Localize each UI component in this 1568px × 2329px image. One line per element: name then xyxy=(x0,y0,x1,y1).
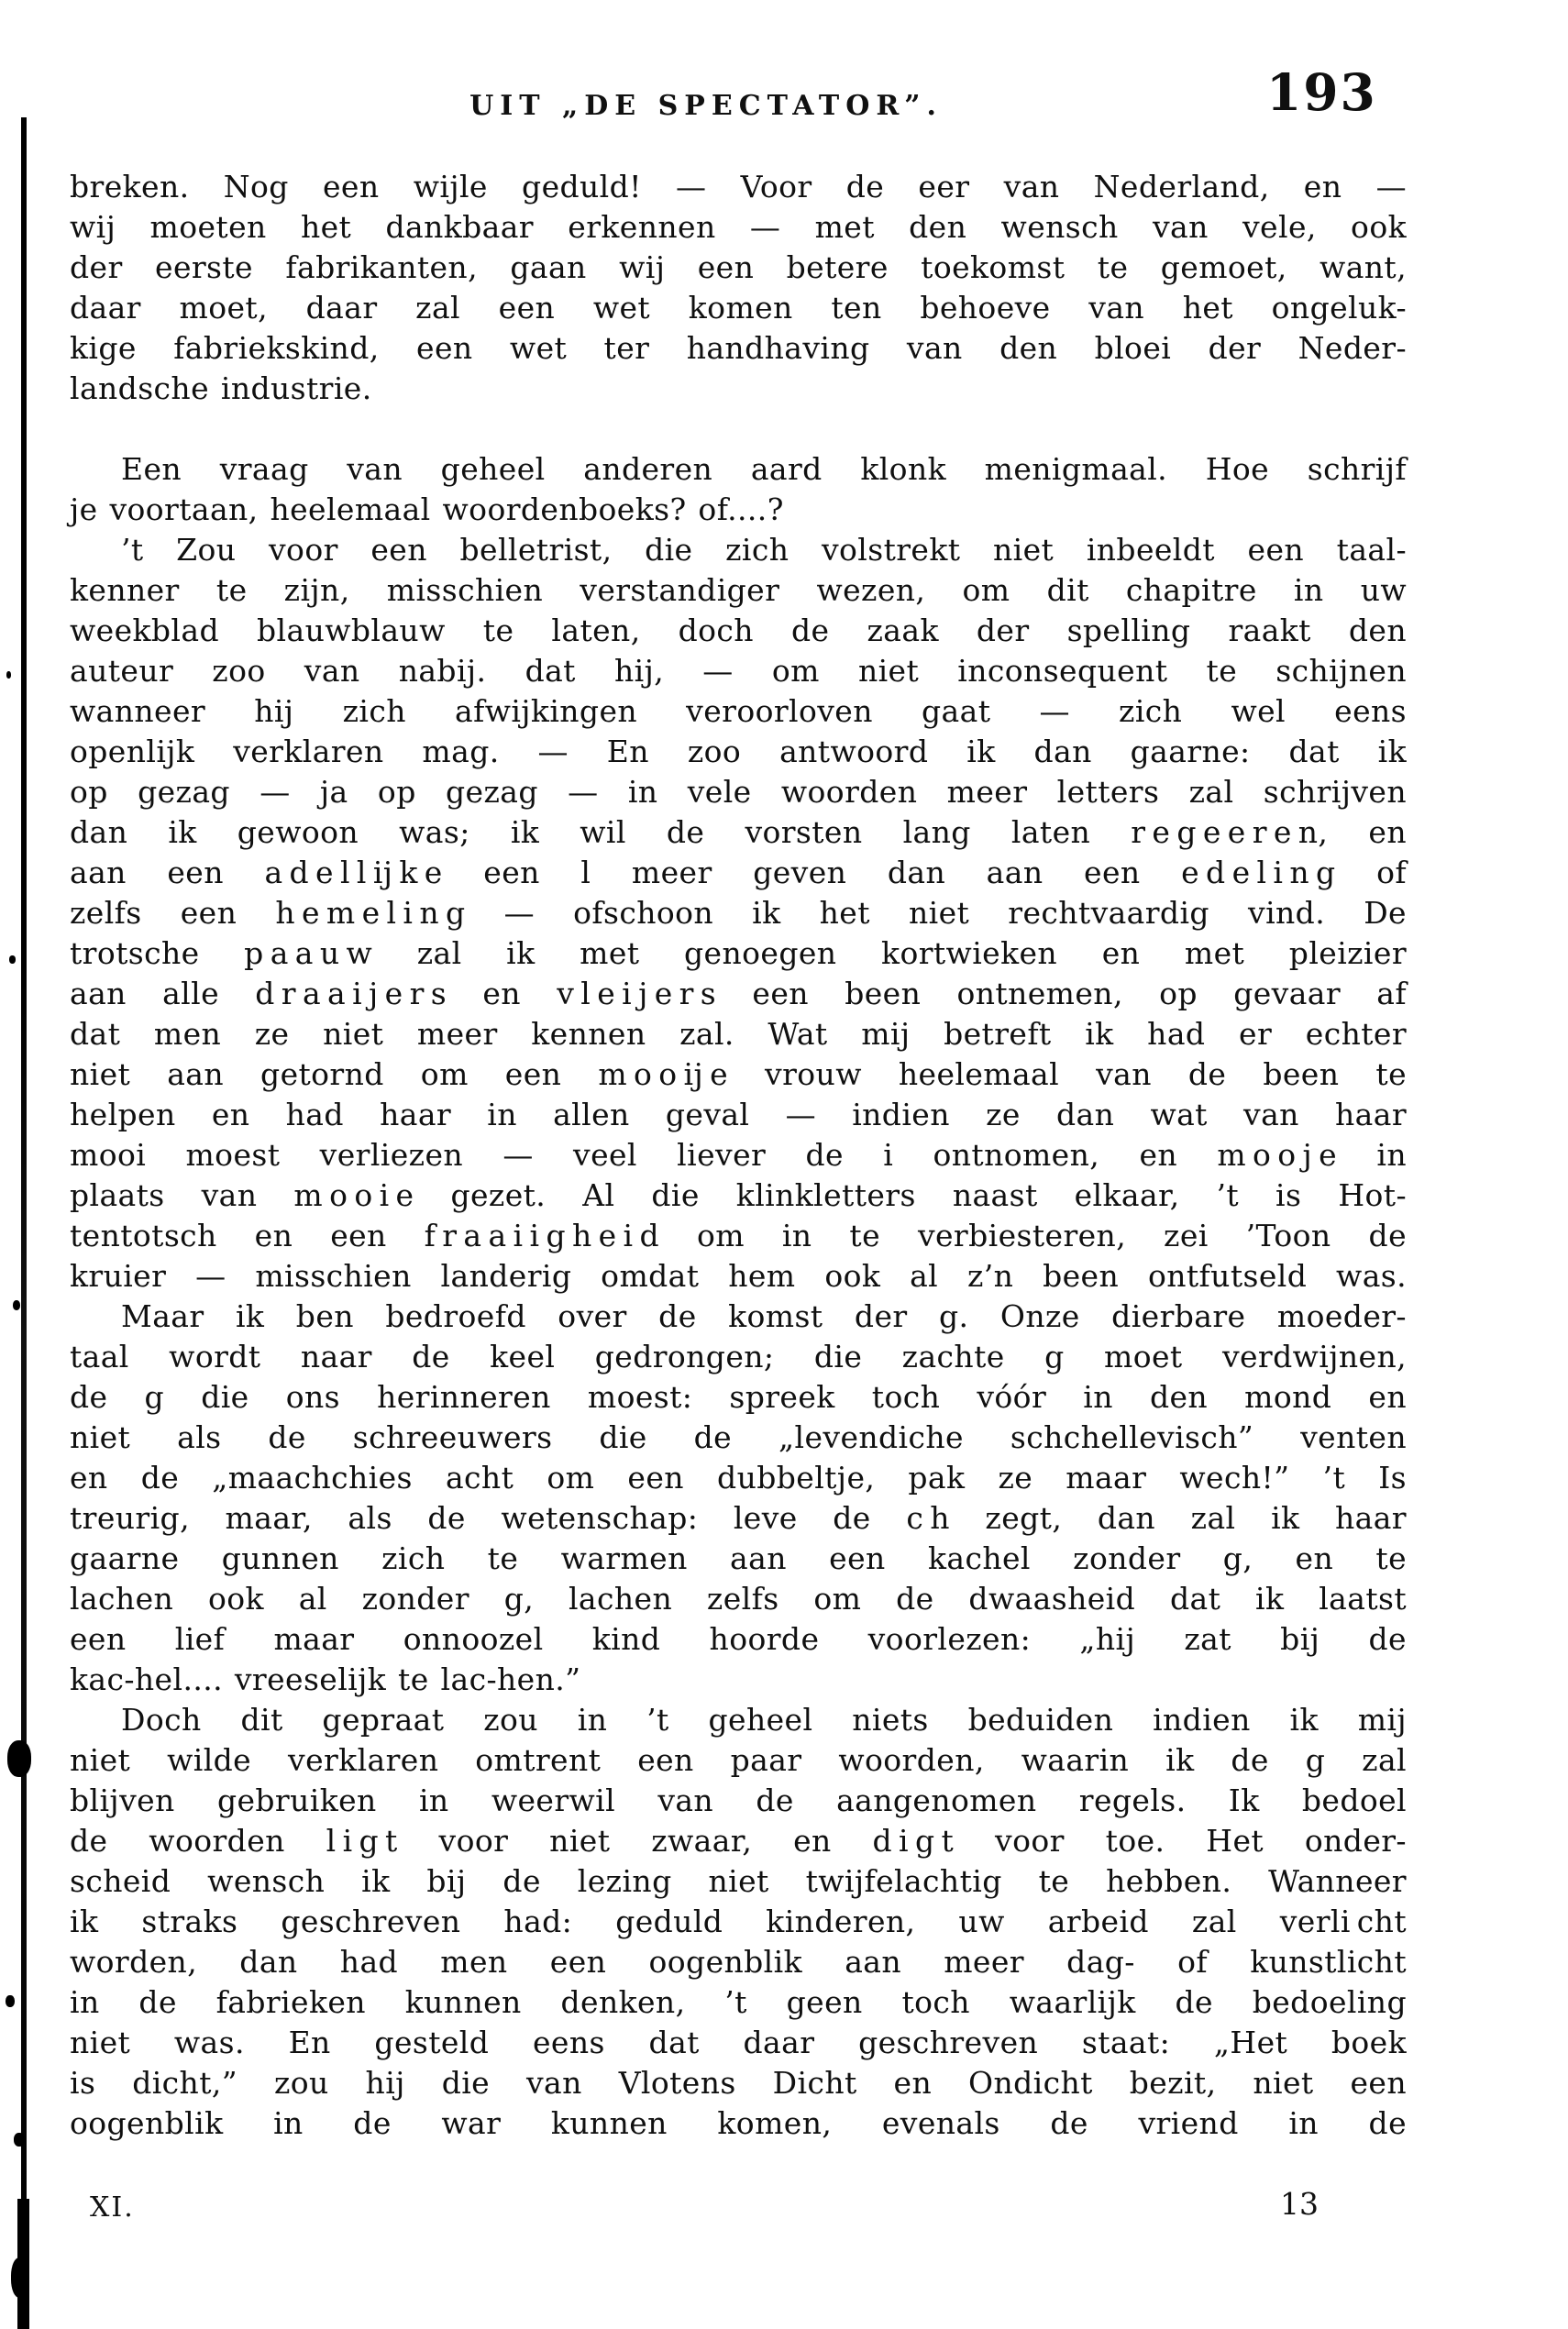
scan-artifact-line xyxy=(21,117,27,2329)
text-line: mooi moest verliezen — veel liever de i ontnomen, en m o o j e in xyxy=(70,1137,1407,1173)
paragraph xyxy=(70,1297,1407,1700)
text-line: kige fabriekskind, een wet ter handhaving van den bloei der Neder- xyxy=(70,330,1407,366)
text-line: lachen ook al zonder g, lachen zelfs om de dwaasheid dat ik laatst xyxy=(70,1581,1407,1617)
footer-volume-mark: XI. xyxy=(90,2191,135,2224)
scan-artifact-speck xyxy=(13,1300,20,1310)
text-line: worden, dan had men een oogenblik aan meer dag- of kunstlicht xyxy=(70,1944,1407,1980)
running-head-title: UIT „DE SPECTATOR”. xyxy=(469,90,943,122)
text-line: gaarne gunnen zich te warmen aan een kachel zonder g, en te xyxy=(70,1540,1407,1576)
scan-artifact-speck xyxy=(9,955,16,964)
text-line: trotsche p a a u w zal ik met genoegen kortwieken en met pleizier xyxy=(70,935,1407,971)
text-line: in de fabrieken kunnen denken, ’t geen toch waarlijk de bedoeling xyxy=(70,1984,1407,2020)
text-line: ik straks geschreven had: geduld kinderen, uw arbeid zal verli cht xyxy=(70,1904,1407,1939)
text-line: openlijk verklaren mag. — En zoo antwoord ik dan gaarne: dat ik xyxy=(70,734,1407,769)
text-line: wij moeten het dankbaar erkennen — met den wensch van vele, ook xyxy=(70,209,1407,245)
footer-sheet-number: 13 xyxy=(1280,2186,1319,2222)
text-line: plaats van m o o i e gezet. Al die klinkletters naast elkaar, ’t is Hot- xyxy=(70,1177,1407,1213)
text-line: kac-hel.... vreeselijk te lac-hen.” xyxy=(70,1661,581,1697)
text-line: oogenblik in de war kunnen komen, evenals de vriend in de xyxy=(70,2105,1407,2141)
text-line: der eerste fabrikanten, gaan wij een betere toekomst te gemoet, want, xyxy=(70,249,1407,285)
text-line: de woorden l i g t voor niet zwaar, en d i g t voor toe. Het onder- xyxy=(70,1823,1407,1859)
paragraph xyxy=(70,530,1407,1297)
text-line: aan alle d r a a i j e r s en v l e i j e r s een been ontnemen, op gevaar af xyxy=(70,976,1407,1011)
text-line: zelfs een h e m e l i n g — ofschoon ik het niet rechtvaardig vind. De xyxy=(70,895,1407,931)
text-line: scheid wensch ik bij de lezing niet twijfelachtig te hebben. Wanneer xyxy=(70,1863,1407,1899)
text-line: en de „maachchies acht om een dubbeltje, pak ze maar wech!” ’t Is xyxy=(70,1460,1407,1496)
text-line: Doch dit gepraat zou in ’t geheel niets beduiden indien ik mij xyxy=(121,1702,1407,1738)
text-line: niet wilde verklaren omtrent een paar woorden, waarin ik de g zal xyxy=(70,1742,1407,1778)
text-line: niet was. En gesteld eens dat daar geschreven staat: „Het boek xyxy=(70,2025,1407,2060)
text-line: blijven gebruiken in weerwil van de aangenomen regels. Ik bedoel xyxy=(70,1783,1407,1818)
text-line: Een vraag van geheel anderen aard klonk menigmaal. Hoe schrijf xyxy=(121,451,1407,487)
text-line: niet als de schreeuwers die de „levendiche schchellevisch” venten xyxy=(70,1419,1407,1455)
text-line: op gezag — ja op gezag — in vele woorden meer letters zal schrijven xyxy=(70,774,1407,810)
text-line: ’t Zou voor een belletrist, die zich volstrekt niet inbeeldt een taal- xyxy=(121,532,1407,568)
text-line: wanneer hij zich afwijkingen veroorloven gaat — zich wel eens xyxy=(70,693,1407,729)
paragraph xyxy=(70,449,1407,530)
scan-artifact-speck xyxy=(14,2133,25,2147)
scan-artifact-speck xyxy=(6,1995,15,2007)
text-line: is dicht,” zou hij die van Vlotens Dicht en Ondicht bezit, niet een xyxy=(70,2065,1407,2101)
text-line: niet aan getornd om een m o o ij e vrouw heelemaal van de been te xyxy=(70,1056,1407,1092)
text-line: dan ik gewoon was; ik wil de vorsten lang laten r e g e e r e n, en xyxy=(70,814,1407,850)
text-line: je voortaan, heelemaal woordenboeks? of....? xyxy=(70,491,784,527)
paragraph xyxy=(70,1700,1407,2144)
paragraph xyxy=(70,167,1407,409)
text-line: taal wordt naar de keel gedrongen; die zachte g moet verdwijnen, xyxy=(70,1339,1407,1374)
text-line: de g die ons herinneren moest: spreek toch vóór in den mond en xyxy=(70,1379,1407,1415)
text-line: landsche industrie. xyxy=(70,370,372,406)
text-line: breken. Nog een wijle geduld! — Voor de eer van Nederland, en — xyxy=(70,169,1407,204)
text-line: kruier — misschien landerig omdat hem ook al z’n been ontfutseld was. xyxy=(70,1258,1407,1294)
text-line: kenner te zijn, misschien verstandiger wezen, om dit chapitre in uw xyxy=(70,572,1407,608)
text-line: Maar ik ben bedroefd over de komst der g. Onze dierbare moeder- xyxy=(121,1298,1407,1334)
text-line: helpen en had haar in allen geval — indien ze dan wat van haar xyxy=(70,1097,1407,1132)
text-block xyxy=(70,167,1407,2144)
scan-artifact-speck xyxy=(6,671,11,679)
text-line: weekblad blauwblauw te laten, doch de zaak der spelling raakt den xyxy=(70,613,1407,648)
text-line: auteur zoo van nabij. dat hij, — om niet inconsequent te schijnen xyxy=(70,653,1407,689)
text-line: treurig, maar, als de wetenschap: leve de c h zegt, dan zal ik haar xyxy=(70,1500,1407,1536)
text-line: tentotsch en een f r a a i i g h e i d om in te verbiesteren, zei ’Toon de xyxy=(70,1218,1407,1253)
scan-artifact-blob xyxy=(7,1740,31,1777)
text-line: aan een a d e l l ij k e een l meer geven dan aan een e d e l i n g of xyxy=(70,855,1407,890)
scan-artifact-speck xyxy=(11,2257,29,2298)
page-number: 193 xyxy=(1266,62,1377,122)
text-line: daar moet, daar zal een wet komen ten behoeve van het ongeluk- xyxy=(70,290,1407,326)
text-line: een lief maar onnoozel kind hoorde voorlezen: „hij zat bij de xyxy=(70,1621,1407,1657)
text-line: dat men ze niet meer kennen zal. Wat mij betreft ik had er echter xyxy=(70,1016,1407,1052)
